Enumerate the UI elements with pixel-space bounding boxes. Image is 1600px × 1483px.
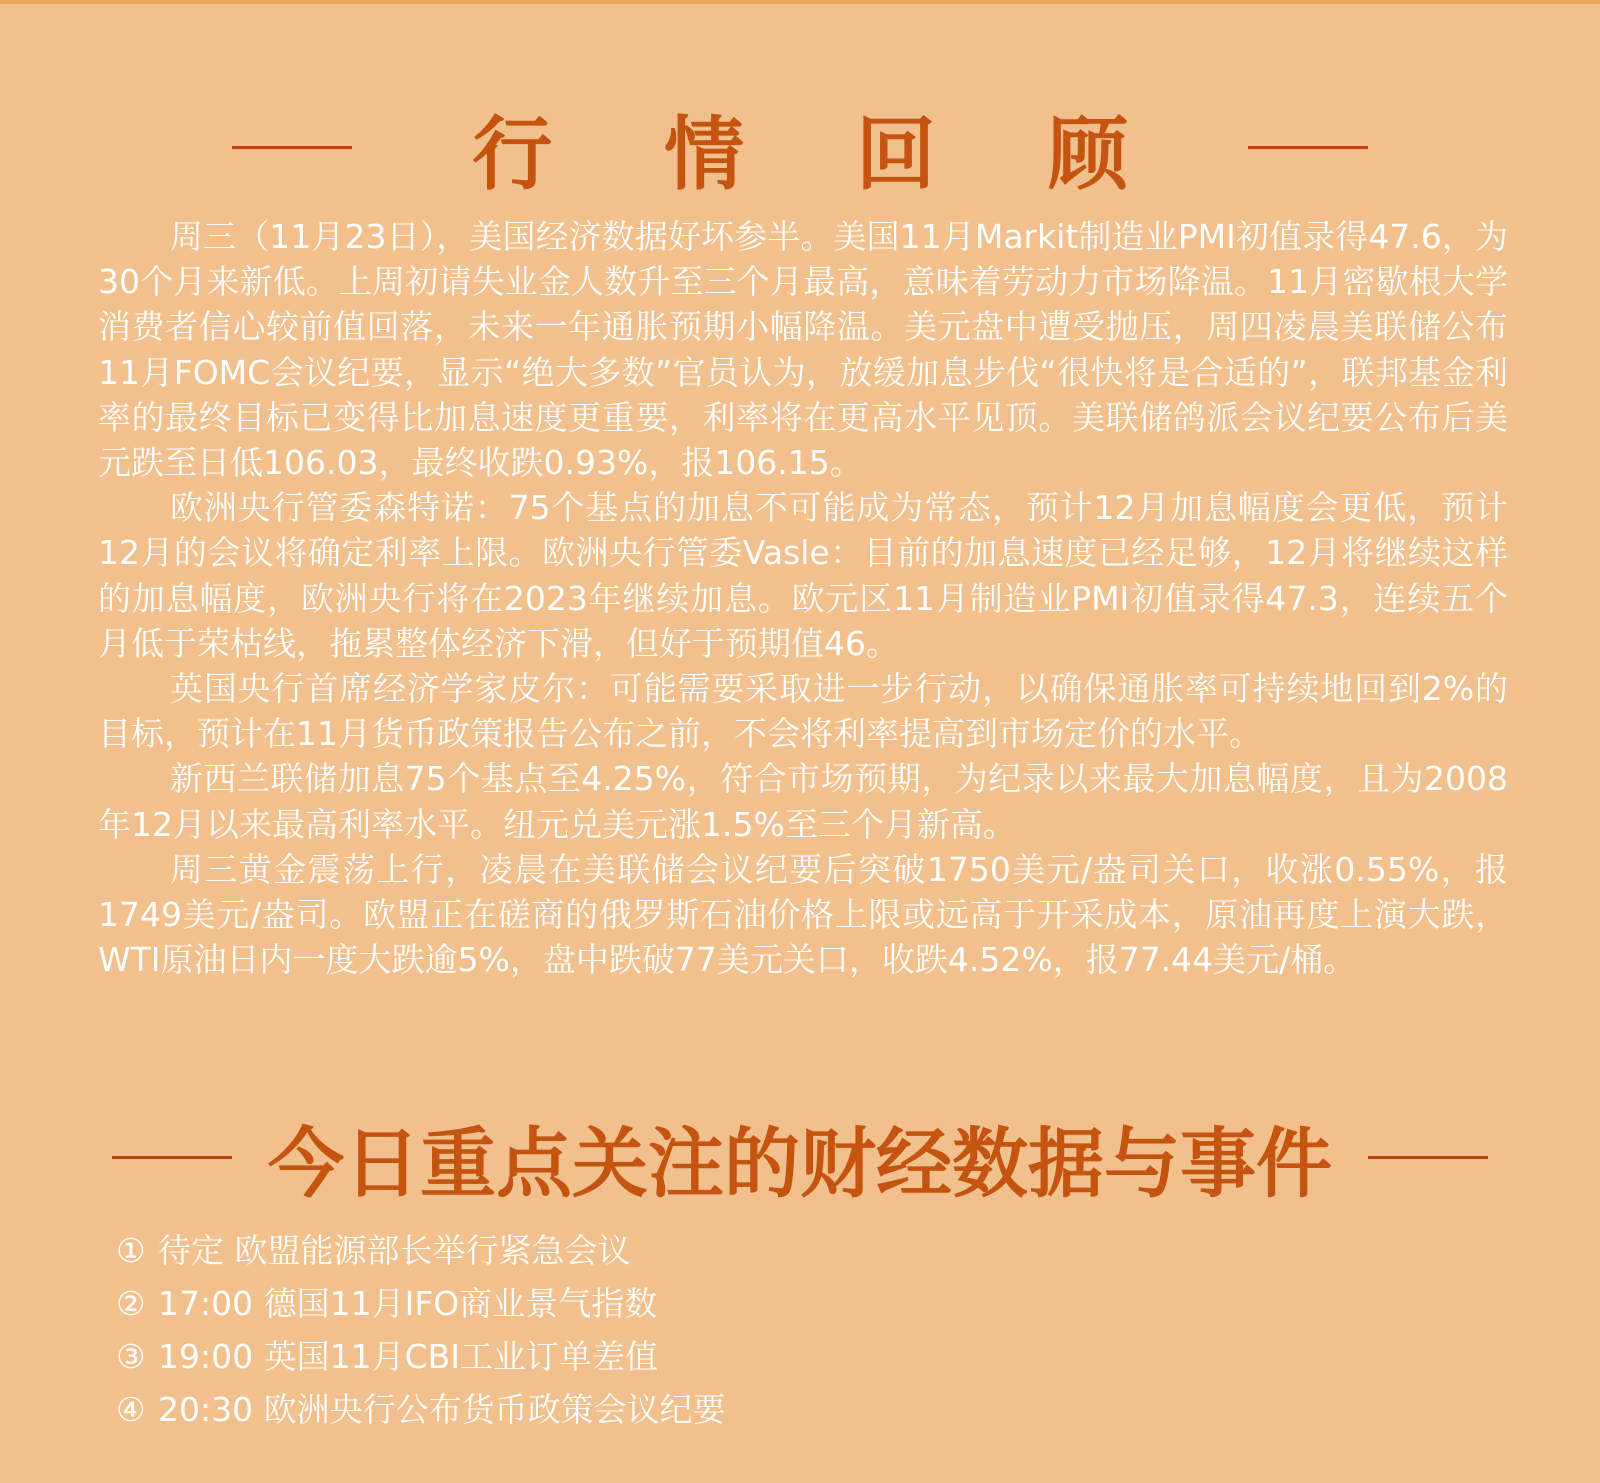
- review-paragraph-ecb: 欧洲央行管委森特诺：75个基点的加息不可能成为常态，预计12月加息幅度会更低，预计12月的会议将确定利率上限。欧洲央行管委Vasle：目前的加息速度已经足够，12月将继续这样的加息幅度，欧洲央行将在2023年继续加息。欧元区11月制造业PMI初值录得47.3，连续五个月低于荣枯线，拖累整体经济下滑，但好于预期值46。: [98, 488, 1508, 663]
- event-item: [116, 1383, 1416, 1436]
- event-text: 19:00 英国11月CBI工业订单差值: [158, 1337, 658, 1376]
- event-number: ②: [116, 1284, 146, 1323]
- event-number: ③: [116, 1337, 146, 1376]
- heading-left-rule: [112, 1156, 232, 1159]
- event-text: 20:30 欧洲央行公布货币政策会议纪要: [158, 1390, 726, 1429]
- heading-right-rule: [1368, 1156, 1488, 1159]
- event-item: [116, 1224, 1416, 1277]
- review-paragraph-commodities: 周三黄金震荡上行，凌晨在美联储会议纪要后突破1750美元/盎司关口，收涨0.55%，报1749美元/盎司。欧盟正在磋商的俄罗斯石油价格上限或远高于开采成本，原油再度上演大跌，WTI原油日内一度大跌逾5%，盘中跌破77美元关口，收跌4.52%，报77.44美元/桶。: [98, 849, 1508, 980]
- heading-right-rule: [1248, 146, 1368, 149]
- review-paragraph-rbnz: 新西兰联储加息75个基点至4.25%，符合市场预期，为纪录以来最大加息幅度，且为2008年12月以来最高利率水平。纽元兑美元涨1.5%至三个月新高。: [98, 759, 1508, 844]
- market-review-title: 行 情 回 顾: [472, 108, 1170, 201]
- event-text: 待定 欧盟能源部长举行紧急会议: [158, 1231, 631, 1270]
- market-review-body: [98, 214, 1508, 982]
- today-focus-heading: [0, 1112, 1600, 1208]
- review-paragraph-us: 周三（11月23日），美国经济数据好坏参半。美国11月Markit制造业PMI初值录得47.6，为30个月来新低。上周初请失业金人数升至三个月最高，意味着劳动力市场降温。11月密歇根大学消费者信心较前值回落，未来一年通胀预期小幅降温。美元盘中遭受抛压，周四凌晨美联储公布11月FOMC会议纪要，显示“绝大多数”官员认为，放缓加息步伐“很快将是合适的”，联邦基金利率的最终目标已变得比加息速度更重要，利率将在更高水平见顶。美联储鸽派会议纪要公布后美元跌至日低106.03，最终收跌0.93%，报106.15。: [98, 217, 1508, 483]
- event-item: [116, 1330, 1416, 1383]
- review-paragraph-boe: 英国央行首席经济学家皮尔：可能需要采取进一步行动，以确保通胀率可持续地回到2%的目标，预计在11月货币政策报告公布之前，不会将利率提高到市场定价的水平。: [98, 669, 1508, 754]
- heading-left-rule: [232, 146, 352, 149]
- events-list: [116, 1224, 1416, 1436]
- market-review-heading: [0, 100, 1600, 201]
- event-number: ①: [116, 1231, 146, 1270]
- event-number: ④: [116, 1390, 146, 1429]
- event-text: 17:00 德国11月IFO商业景气指数: [158, 1284, 658, 1323]
- event-item: [116, 1277, 1416, 1330]
- top-border: [0, 0, 1600, 4]
- today-focus-title: 今日重点关注的财经数据与事件: [268, 1118, 1332, 1208]
